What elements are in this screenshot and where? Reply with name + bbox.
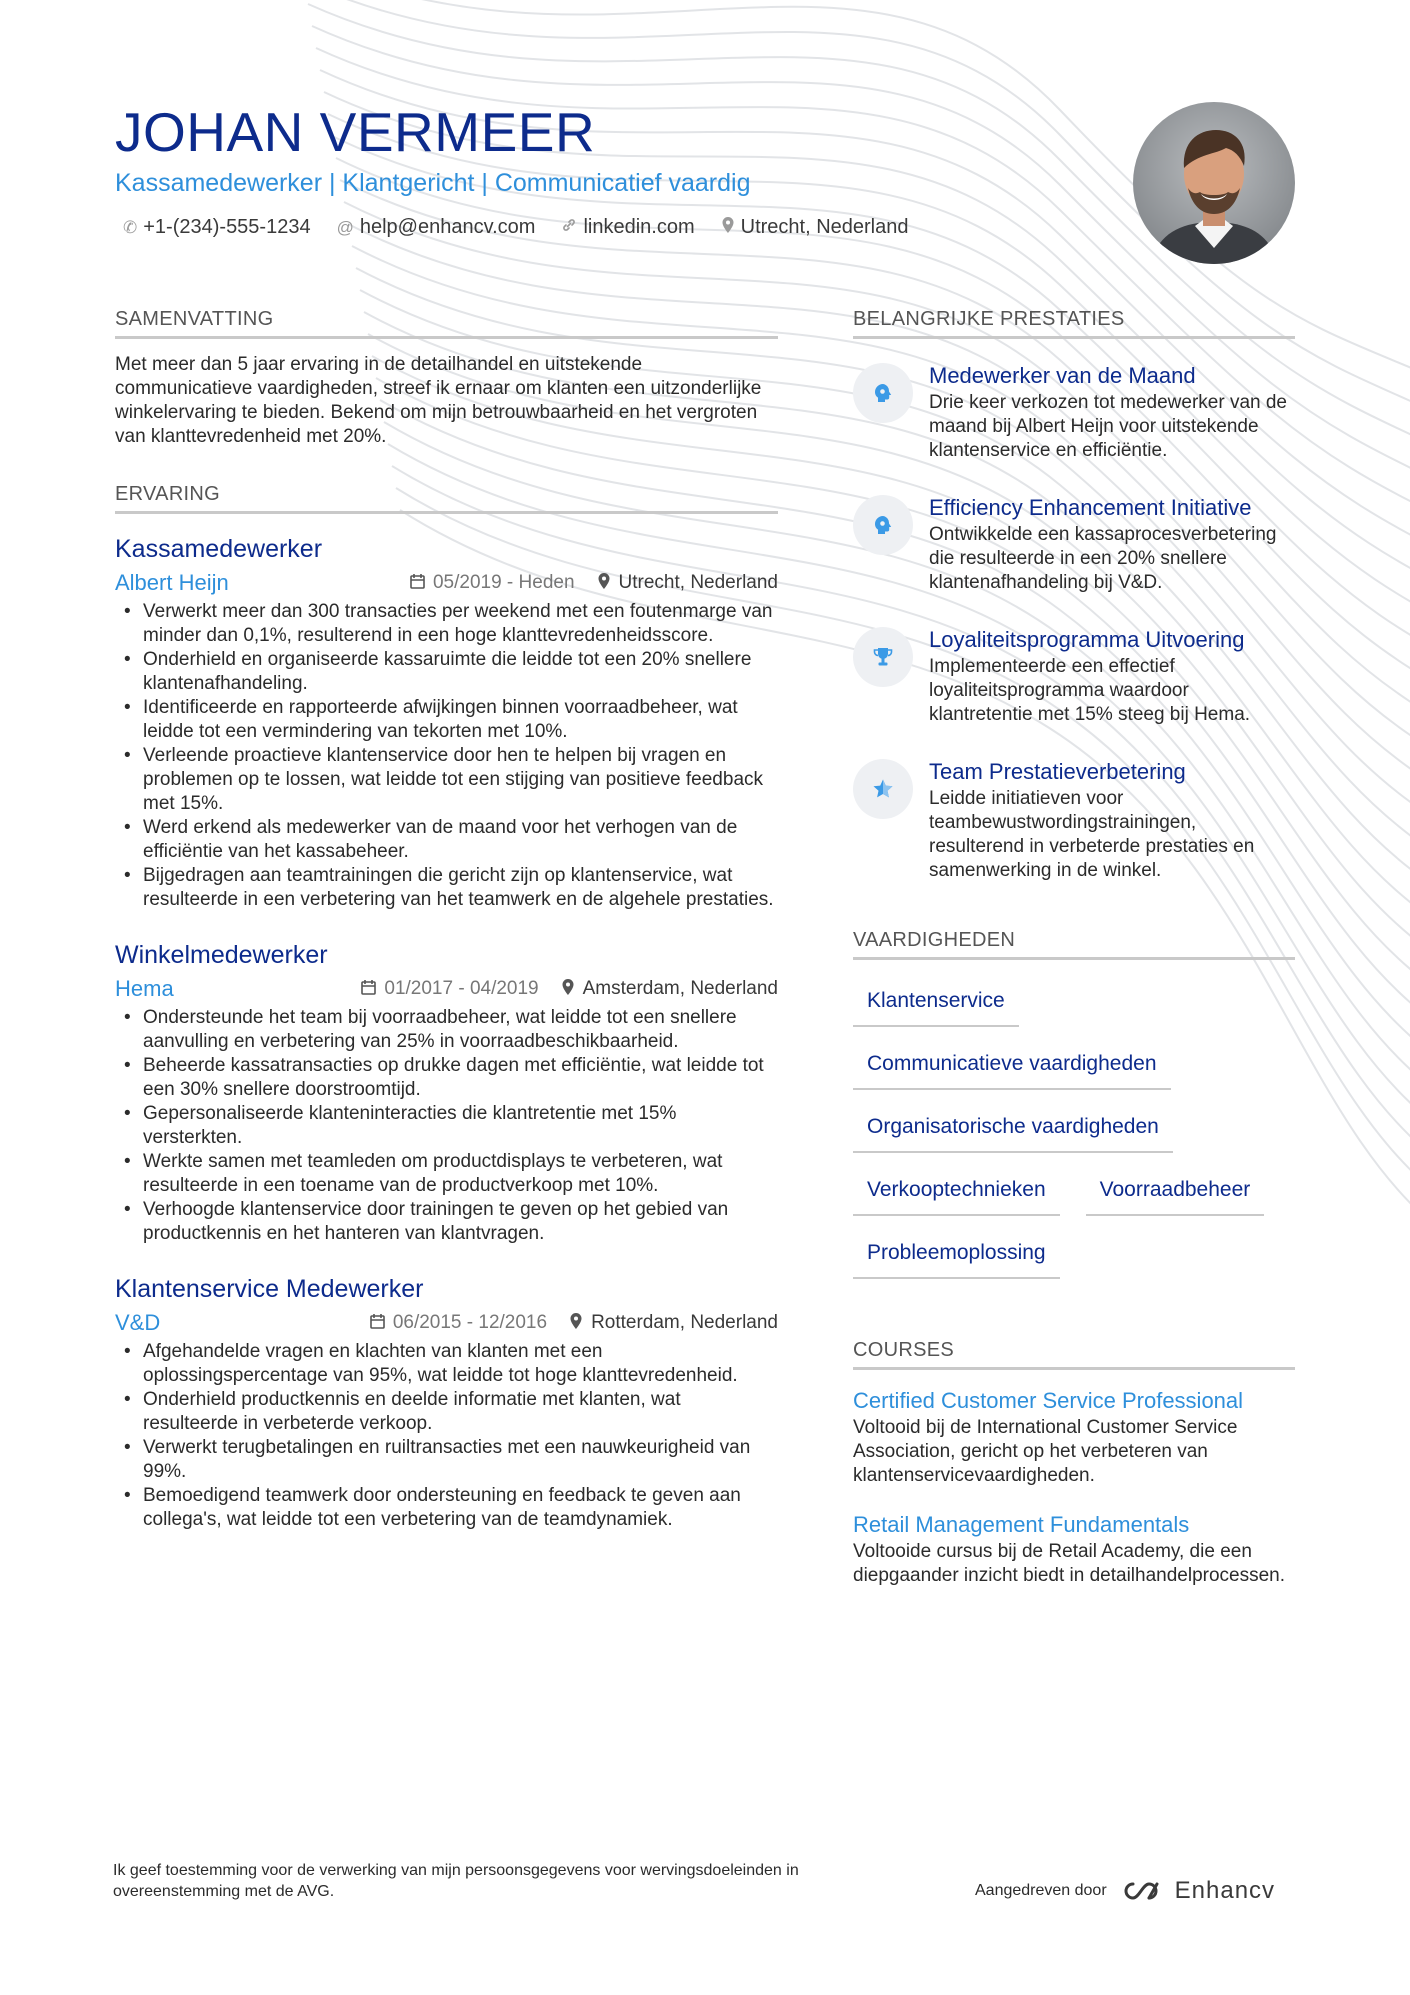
profile-photo [1133,102,1295,264]
job-date [370,1312,547,1335]
location-text: Utrecht, Nederland [740,216,909,238]
powered-by [975,1877,1275,1905]
contact-email[interactable] [337,216,536,239]
job-meta [115,1308,778,1338]
achievement-description: Drie keer verkozen tot medewerker van de maand bij Albert Heijn voor uitstekende klantenservice en efficiëntie. [929,392,1287,461]
brain-icon [853,495,913,555]
linkedin-text: linkedin.com [583,216,695,238]
bullet-item: • Identificeerde en rapporteerde afwijkingen binnen voorraadbeheer, wat leidde tot een vermindering van tekorten met 10%. [115,696,778,744]
job-date [361,978,538,1001]
achievements-section [853,306,1295,883]
job-date [410,572,575,595]
brand-name: Enhancv [1174,1877,1276,1904]
candidate-tagline: Kassamedewerker | Klantgericht | Communicatief vaardig [115,169,751,197]
course-item [853,1510,1295,1588]
achievement-item [853,757,1295,883]
company-name: Albert Heijn [115,570,229,595]
bullet-item: • Werd erkend als medewerker van de maand voor het verhogen van de efficiëntie van het kassabeheer. [115,816,778,864]
job-entry [115,532,778,912]
email-text: help@enhancv.com [359,216,536,238]
courses-heading: COURSES [853,1337,1295,1370]
summary-section [115,306,778,449]
location-text: Utrecht, Nederland [618,572,778,593]
location-pin-icon [597,572,611,595]
powered-by-label: Aangedreven door [975,1882,1107,1899]
achievement-title: Loyaliteitsprogramma Uitvoering [929,627,1245,652]
date-text: 05/2019 - Heden [432,572,575,593]
brain-icon [853,363,913,423]
trophy-icon [853,627,913,687]
achievement-body [929,625,1295,727]
skill-tag: Verkooptechnieken [853,1161,1060,1216]
bullet-item: • Werkte samen met teamleden om productdisplays te verbeteren, wat resulteerde in een toename van de productverkoop met 10%. [115,1150,778,1198]
bullet-item: • Ondersteunde het team bij voorraadbeheer, wat leidde tot een snellere aanvulling en verbetering van 25% in voorraadbeschikbaarheid. [115,1006,778,1054]
course-description: Voltooide cursus bij de Retail Academy, die een diepgaander inzicht biedt in detailhandelprocessen. [853,1541,1286,1586]
gdpr-consent-note: Ik geef toestemming voor de verwerking van mijn persoonsgegevens voor wervingsdoeleinden in overeenstemming met de AVG. [113,1862,799,1900]
phone-text: +1-(234)-555-1234 [143,216,311,238]
course-description: Voltooid bij de International Customer Service Association, gericht op het verbeteren van klantenservicevaardigheden. [853,1417,1238,1486]
achievement-title: Team Prestatieverbetering [929,759,1186,784]
at-icon: @ [336,217,354,237]
skill-tag: Organisatorische vaardigheden [853,1098,1173,1153]
bullet-item: • Verwerkt terugbetalingen en ruiltransacties met een nauwkeurigheid van 99%. [115,1436,778,1484]
course-item [853,1386,1295,1488]
job-title: Winkelmedewerker [115,941,328,969]
job-bullets [115,1006,778,1246]
location-text: Rotterdam, Nederland [591,1312,778,1333]
job-location [569,1312,778,1335]
date-text: 01/2017 - 04/2019 [384,978,539,999]
candidate-name: JOHAN VERMEER [115,101,596,163]
bullet-item: • Verwerkt meer dan 300 transacties per weekend met een foutenmarge van minder dan 0,1%, resulterend in een hoge klanttevredenheidsscore. [115,600,778,648]
calendar-icon [410,573,425,594]
skill-tag: Probleemoplossing [853,1224,1060,1279]
courses-section [853,1337,1295,1588]
job-entry [115,1272,778,1532]
job-bullets [115,600,778,912]
star-icon [853,759,913,819]
skill-tag: Voorraadbeheer [1086,1161,1265,1216]
location-pin-icon [569,1312,583,1335]
bullet-item: • Bijgedragen aan teamtrainingen die gericht zijn op klantenservice, wat resulteerde in een verbetering van het teamwerk en de algehele prestaties. [115,864,778,912]
achievement-body [929,361,1295,463]
achievement-body [929,493,1295,595]
job-meta-right [410,572,778,595]
skill-tag: Communicatieve vaardigheden [853,1035,1171,1090]
experience-section [115,481,778,1532]
achievement-description: Ontwikkelde een kassaprocesverbetering die resulteerde in een 20% snellere klantenafhandeling bij V&D. [929,524,1277,593]
skills-section [853,927,1295,1287]
bullet-item: • Gepersonaliseerde klanteninteracties die klantretentie met 15% versterkten. [115,1102,778,1150]
achievement-description: Implementeerde een effectief loyaliteitsprogramma waardoor klantretentie met 15% steeg bij Hema. [929,656,1251,725]
achievement-item [853,625,1295,727]
job-meta [115,568,778,598]
achievement-description: Leidde initiatieven voor teambewustwordingstrainingen, resulterend in verbeterde prestaties en samenwerking in de winkel. [929,788,1255,881]
company-name: V&D [115,1310,161,1335]
job-location [561,978,778,1001]
course-title: Certified Customer Service Professional [853,1388,1244,1413]
summary-heading: SAMENVATTING [115,306,778,339]
achievement-body [929,757,1295,883]
contact-location [721,216,909,239]
location-pin-icon [561,978,575,1001]
achievement-item [853,493,1295,595]
calendar-icon [361,979,376,1000]
bullet-item: • Onderhield en organiseerde kassaruimte die leidde tot een 20% snellere klantenafhandeling. [115,648,778,696]
location-pin-icon [721,216,735,239]
course-title: Retail Management Fundamentals [853,1512,1190,1537]
company-name: Hema [115,976,174,1001]
contact-bar [115,216,1095,239]
link-icon [561,217,577,238]
achievements-heading: BELANGRIJKE PRESTATIES [853,306,1295,339]
bullet-item: • Onderhield productkennis en deelde informatie met klanten, wat resulteerde in verbeterde verkoop. [115,1388,778,1436]
date-text: 06/2015 - 12/2016 [392,1312,548,1333]
enhancv-logo[interactable] [1121,1877,1275,1905]
phone-icon: ✆ [123,217,138,237]
right-column [853,306,1295,1620]
summary-text: Met meer dan 5 jaar ervaring in de detailhandel en uitstekende communicatieve vaardigheden, streef ik ernaar om klanten een uitzonderlijke winkelervaring te bieden. Bekend om mijn betrouwbaarheid en het vergroten van klanttevredenheid met 20%. [115,354,762,447]
calendar-icon [370,1313,385,1334]
job-bullets [115,1340,778,1532]
location-text: Amsterdam, Nederland [582,978,778,999]
bullet-item: • Verleende proactieve klantenservice door hen te helpen bij vragen en problemen op te lossen, wat leidde tot een stijging van positieve feedback met 15%. [115,744,778,816]
job-meta-right [361,978,778,1001]
job-entry [115,938,778,1246]
job-meta [115,974,778,1004]
infinity-logo-icon [1121,1879,1167,1903]
resume-header [115,100,1095,239]
contact-linkedin[interactable] [561,216,694,239]
achievement-title: Efficiency Enhancement Initiative [929,495,1252,520]
bullet-item: • Beheerde kassatransacties op drukke dagen met efficiëntie, wat leidde tot een 30% snellere doorstroomtijd. [115,1054,778,1102]
left-column [115,306,778,1564]
job-meta-right [370,1312,778,1335]
skills-heading: VAARDIGHEDEN [853,927,1295,960]
skill-tag: Klantenservice [853,972,1019,1027]
bullet-item: • Bemoedigend teamwerk door ondersteuning en feedback te geven aan collega's, wat leidde tot een verbetering van de teamdynamiek. [115,1484,778,1532]
job-location [597,572,778,595]
contact-phone[interactable] [123,216,311,239]
experience-heading: ERVARING [115,481,778,514]
achievement-item [853,361,1295,463]
bullet-item: • Verhoogde klantenservice door trainingen te geven op het gebied van productkennis en het hanteren van klantvragen. [115,1198,778,1246]
job-title: Klantenservice Medewerker [115,1275,424,1303]
bullet-item: • Afgehandelde vragen en klachten van klanten met een oplossingspercentage van 95%, wat leidde tot hoge klanttevredenheid. [115,1340,778,1388]
achievement-title: Medewerker van de Maand [929,363,1196,388]
job-title: Kassamedewerker [115,535,323,563]
